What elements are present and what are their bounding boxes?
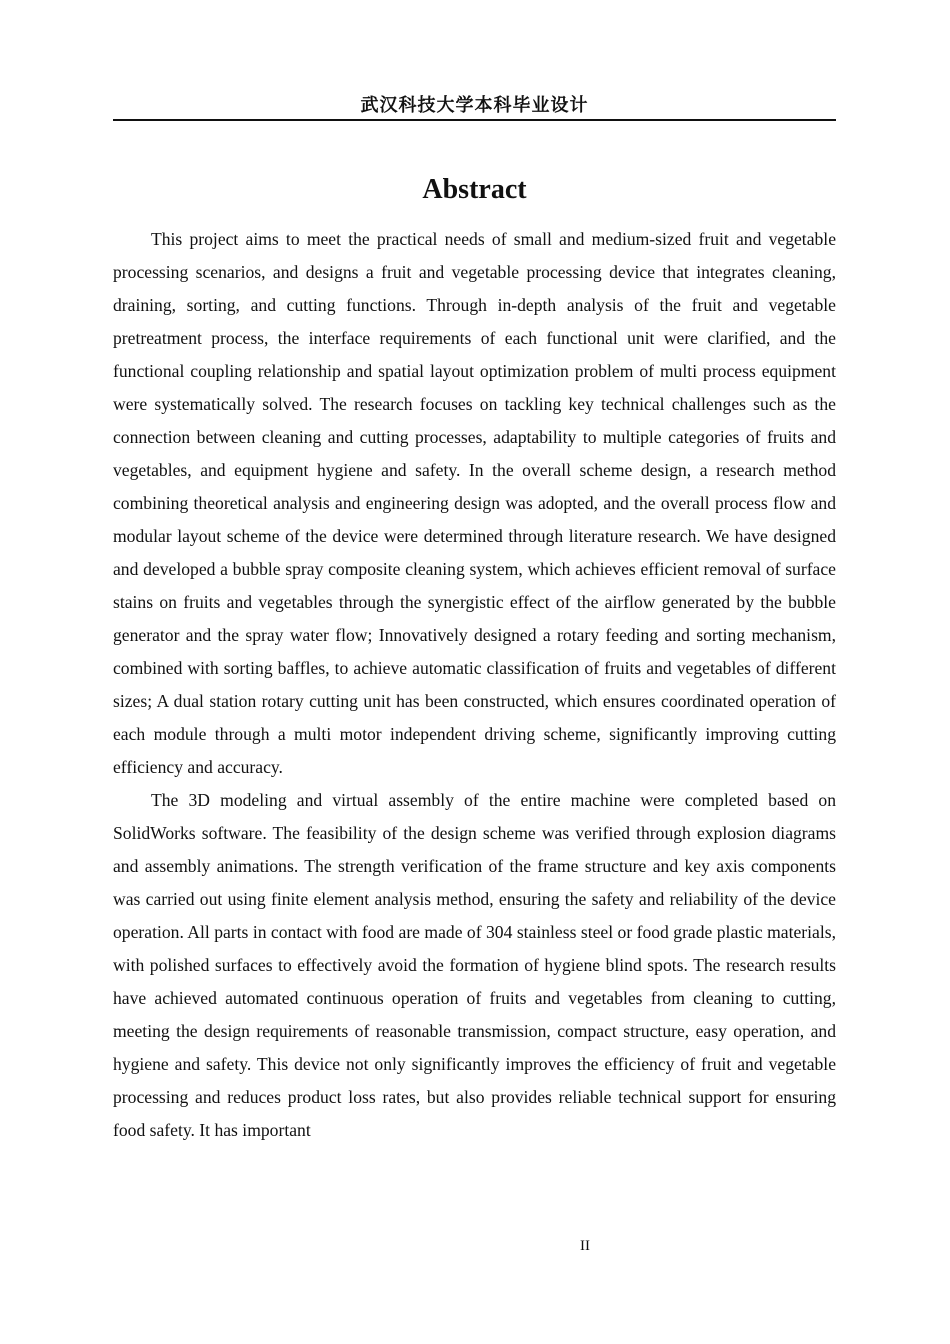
abstract-paragraph-1: This project aims to meet the practical needs of small and medium-sized fruit and vegetable processing scenarios, and designs a fruit and vegetable processing device that integrates cleaning, draining, sorting, and cutting functions. Through in-depth analysis of the fruit and vegetable pretreatment process, the interface requirements of each functional unit were clarified, and the functional coupling relationship and spatial layout optimization problem of multi process equipment were systematically solved. The research focuses on tackling key technical challenges such as the connection between cleaning and cutting processes, adaptability to multiple categories of fruits and vegetables, and equipment hygiene and safety. In the overall scheme design, a research method combining theoretical analysis and engineering design was adopted, and the overall process flow and modular layout scheme of the device were determined through literature research. We have designed and developed a bubble spray composite cleaning system, which achieves efficient removal of surface stains on fruits and vegetables through the synergistic effect of the airflow generated by the bubble generator and the spray water flow; Innovatively designed a rotary feeding and sorting mechanism, combined with sorting baffles, to achieve automatic classification of fruits and vegetables of different sizes; A dual station rotary cutting unit has been constructed, which ensures coordinated operation of each module through a multi motor independent driving scheme, significantly improving cutting efficiency and accuracy.: [113, 229, 836, 777]
header-rule: [113, 119, 836, 121]
page-number: II: [580, 1238, 590, 1254]
abstract-body: [113, 223, 836, 1147]
abstract-paragraph-2: The 3D modeling and virtual assembly of the entire machine were completed based on SolidWorks software. The feasibility of the design scheme was verified through explosion diagrams and assembly animations. The strength verification of the frame structure and key axis components was carried out using finite element analysis method, ensuring the safety and reliability of the device operation. All parts in contact with food are made of 304 stainless steel or food grade plastic materials, with polished surfaces to effectively avoid the formation of hygiene blind spots. The research results have achieved automated continuous operation of fruits and vegetables from cleaning to cutting, meeting the design requirements of reasonable transmission, compact structure, easy operation, and hygiene and safety. This device not only significantly improves the efficiency of fruit and vegetable processing and reduces product loss rates, but also provides reliable technical support for ensuring food safety. It has important: [113, 790, 836, 1140]
running-header: 武汉科技大学本科毕业设计: [360, 95, 589, 116]
page-title: Abstract: [422, 174, 527, 205]
